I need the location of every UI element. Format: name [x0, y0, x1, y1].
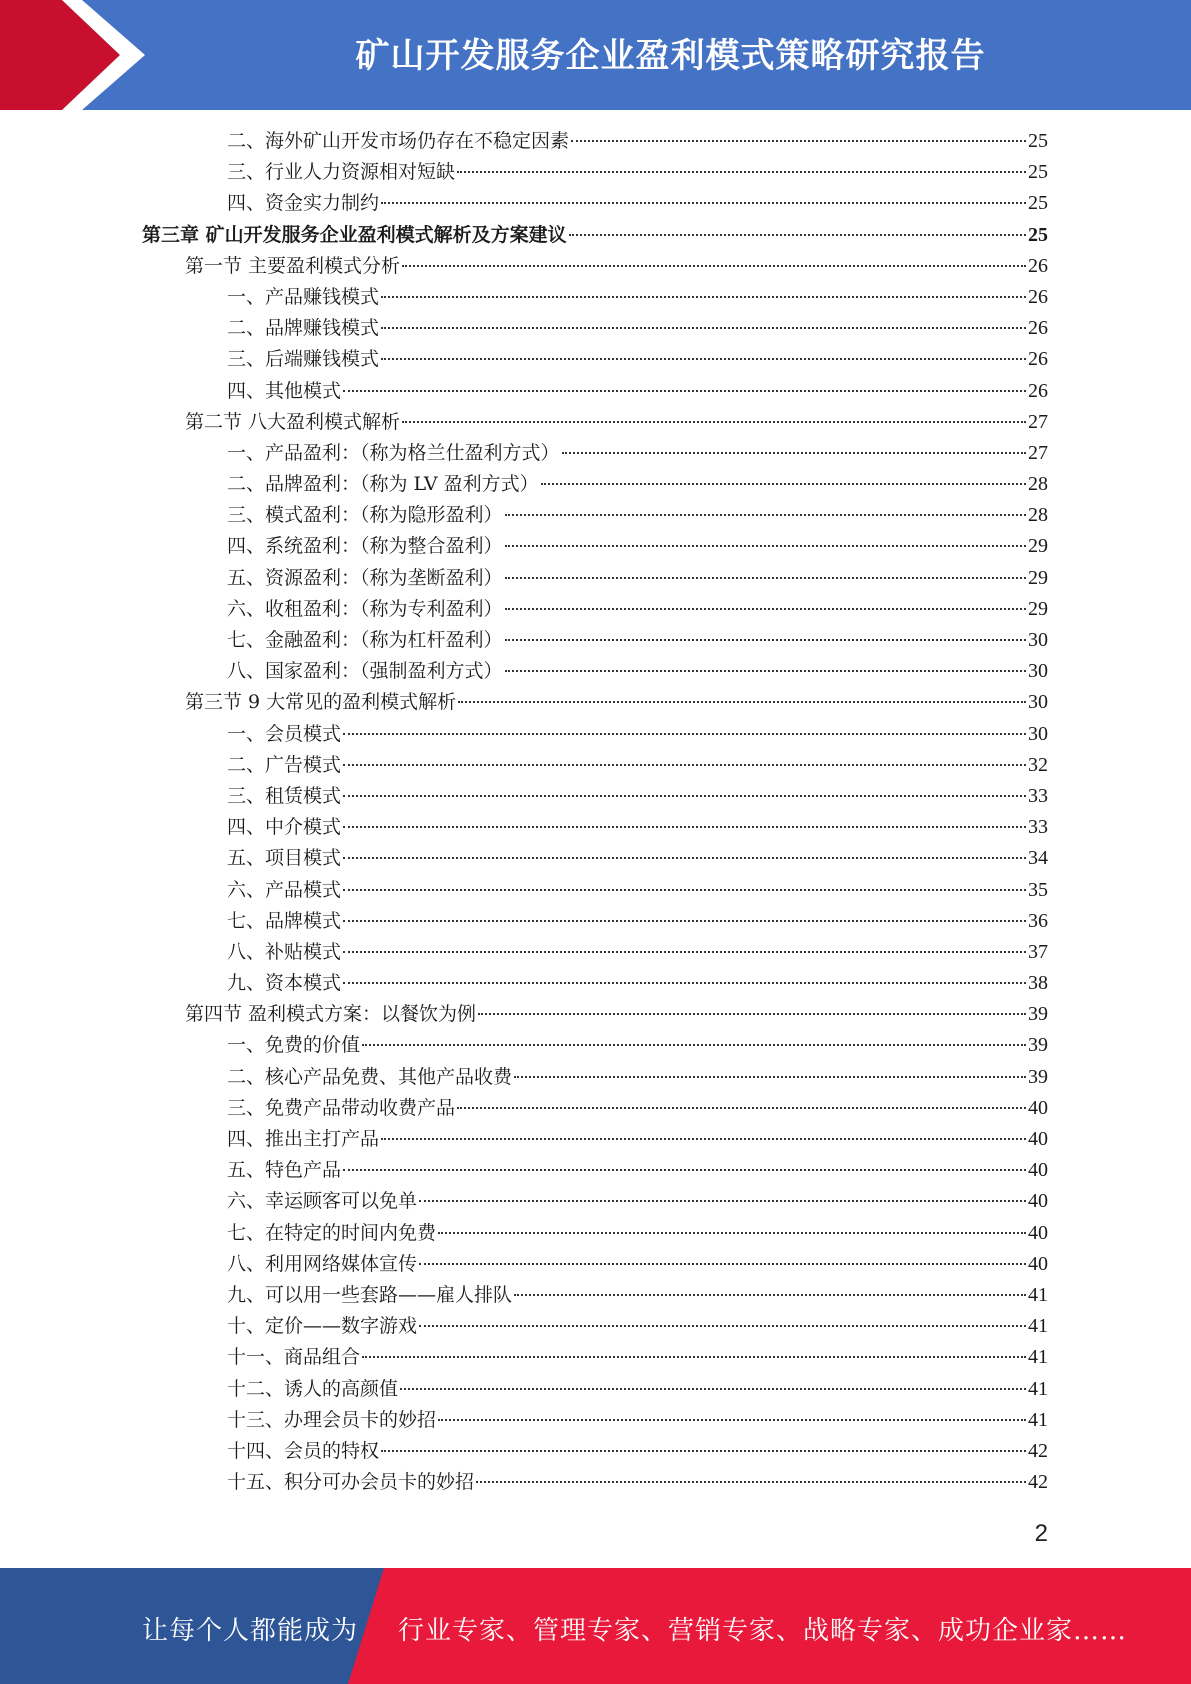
report-title: 矿山开发服务企业盈利模式策略研究报告: [355, 36, 986, 76]
toc-entry-title: 十一、商品组合: [227, 1346, 361, 1369]
toc-dot-leader: [381, 358, 1026, 360]
toc-entry-page: 40: [1028, 1128, 1048, 1150]
footer-slogan-right: 行业专家、管理专家、营销专家、战略专家、成功企业家……: [398, 1616, 1128, 1646]
toc-dot-leader: [362, 1044, 1026, 1046]
toc-entry-title: 九、资本模式: [227, 972, 342, 995]
toc-dot-leader: [505, 577, 1026, 579]
toc-entry-page: 39: [1028, 1003, 1048, 1026]
page-number: 2: [1034, 1520, 1048, 1547]
toc-entry-title: 二、广告模式: [227, 753, 342, 776]
toc-entry[interactable]: [142, 719, 1048, 750]
toc-entry[interactable]: [142, 376, 1048, 407]
toc-entry[interactable]: [142, 1249, 1048, 1280]
chevron-logo-icon: [0, 0, 150, 110]
toc-entry[interactable]: [142, 937, 1048, 968]
toc-entry-title: 六、产品模式: [227, 878, 342, 901]
toc-entry-page: 40: [1028, 1159, 1048, 1182]
toc-entry-page: 25: [1028, 161, 1048, 184]
page-header: [0, 0, 1191, 110]
toc-entry[interactable]: [142, 251, 1048, 282]
toc-entry[interactable]: [142, 875, 1048, 906]
toc-dot-leader: [343, 826, 1026, 828]
toc-entry-title: 八、补贴模式: [227, 940, 342, 963]
toc-entry[interactable]: [142, 687, 1048, 718]
toc-entry[interactable]: [142, 1062, 1048, 1093]
toc-entry-title: 四、推出主打产品: [227, 1128, 380, 1150]
toc-entry-title: 四、系统盈利：（称为整合盈利）: [227, 535, 503, 558]
toc-entry-title: 三、免费产品带动收费产品: [227, 1096, 456, 1119]
toc-entry-page: 26: [1028, 379, 1048, 402]
toc-entry-title: 第三节 9 大常见的盈利模式解析: [185, 691, 457, 714]
toc-entry-title: 五、项目模式: [227, 847, 342, 870]
toc-entry-page: 26: [1028, 254, 1048, 277]
toc-entry-page: 42: [1028, 1471, 1048, 1494]
toc-dot-leader: [402, 421, 1026, 423]
toc-entry-page: 30: [1028, 722, 1048, 745]
toc-entry-title: 七、品牌模式: [227, 909, 342, 932]
toc-dot-leader: [541, 483, 1026, 485]
toc-entry-title: 十四、会员的特权: [227, 1439, 380, 1462]
toc-entry-title: 第四节 盈利模式方案：以餐饮为例: [185, 1003, 477, 1026]
toc-entry[interactable]: [142, 625, 1048, 656]
toc-entry[interactable]: [142, 157, 1048, 188]
toc-dot-leader: [381, 327, 1026, 329]
toc-dot-leader: [362, 1356, 1026, 1358]
toc-dot-leader: [402, 265, 1026, 267]
toc-entry[interactable]: [142, 999, 1048, 1030]
toc-entry[interactable]: [142, 1030, 1048, 1061]
toc-entry-title: 五、特色产品: [227, 1159, 342, 1182]
toc-entry[interactable]: [142, 968, 1048, 999]
toc-entry[interactable]: [142, 500, 1048, 531]
toc-entry-page: 40: [1028, 1190, 1048, 1213]
toc-dot-leader: [343, 857, 1026, 859]
toc-entry[interactable]: [142, 438, 1048, 469]
toc-entry-title: 一、免费的价值: [227, 1034, 361, 1057]
toc-dot-leader: [438, 1419, 1026, 1421]
toc-dot-leader: [343, 982, 1026, 984]
toc-entry-page: 32: [1028, 753, 1048, 776]
toc-dot-leader: [343, 390, 1026, 392]
toc-entry[interactable]: [142, 1405, 1048, 1436]
toc-entry-page: 39: [1028, 1034, 1048, 1057]
toc-entry[interactable]: [142, 1374, 1048, 1405]
toc-entry-page: 25: [1028, 192, 1048, 215]
toc-entry-page: 33: [1028, 816, 1048, 839]
toc-dot-leader: [343, 920, 1026, 922]
toc-entry-title: 一、会员模式: [227, 722, 342, 745]
toc-entry-title: 四、中介模式: [227, 816, 342, 839]
toc-dot-leader: [457, 171, 1026, 173]
toc-entry-title: 六、幸运顾客可以免单: [227, 1190, 418, 1213]
toc-dot-leader: [478, 1013, 1026, 1015]
toc-dot-leader: [343, 764, 1026, 766]
toc-entry-page: 40: [1028, 1252, 1048, 1275]
toc-dot-leader: [438, 1232, 1026, 1234]
toc-dot-leader: [562, 452, 1026, 454]
toc-dot-leader: [381, 202, 1026, 204]
toc-entry-title: 二、品牌赚钱模式: [227, 317, 380, 340]
toc-entry[interactable]: [142, 1093, 1048, 1124]
toc-entry-page: 27: [1028, 410, 1048, 433]
toc-entry[interactable]: [142, 344, 1048, 375]
toc-entry-page: 26: [1028, 348, 1048, 371]
toc-entry-page: 41: [1028, 1346, 1048, 1369]
toc-dot-leader: [381, 1138, 1026, 1140]
toc-entry-page: 33: [1028, 784, 1048, 807]
toc-dot-leader: [505, 639, 1026, 641]
toc-entry[interactable]: [142, 1280, 1048, 1311]
toc-entry-page: 39: [1028, 1065, 1048, 1088]
toc-entry-page: 35: [1028, 878, 1048, 901]
toc-entry[interactable]: [142, 1155, 1048, 1186]
toc-entry-page: 29: [1028, 535, 1048, 558]
toc-dot-leader: [505, 670, 1026, 672]
toc-dot-leader: [419, 1200, 1026, 1202]
toc-dot-leader: [505, 545, 1026, 547]
toc-entry-page: 29: [1028, 566, 1048, 589]
toc-dot-leader: [343, 795, 1026, 797]
toc-entry[interactable]: [142, 1436, 1048, 1467]
table-of-contents: [142, 126, 1048, 1498]
toc-entry-title: 三、行业人力资源相对短缺: [227, 161, 456, 184]
toc-entry[interactable]: [142, 594, 1048, 625]
toc-entry[interactable]: [142, 1342, 1048, 1373]
toc-entry-page: 25: [1028, 130, 1048, 152]
toc-entry[interactable]: [142, 1124, 1048, 1155]
toc-dot-leader: [381, 1450, 1026, 1452]
toc-entry-title: 十三、办理会员卡的妙招: [227, 1408, 437, 1431]
toc-entry[interactable]: [142, 1467, 1048, 1498]
toc-entry-page: 36: [1028, 909, 1048, 932]
toc-dot-leader: [381, 296, 1026, 298]
toc-entry[interactable]: [142, 843, 1048, 874]
toc-entry[interactable]: [142, 812, 1048, 843]
toc-entry[interactable]: [142, 469, 1048, 500]
toc-entry-page: 34: [1028, 847, 1048, 870]
toc-dot-leader: [419, 1263, 1026, 1265]
toc-entry-title: 七、金融盈利：（称为杠杆盈利）: [227, 629, 503, 651]
toc-entry-title: 七、在特定的时间内免费: [227, 1221, 437, 1244]
toc-entry-title: 五、资源盈利：（称为垄断盈利）: [227, 566, 503, 589]
toc-entry-page: 29: [1028, 597, 1048, 620]
toc-entry-title: 第一节 主要盈利模式分析: [185, 254, 401, 277]
toc-entry[interactable]: [142, 781, 1048, 812]
toc-entry-page: 30: [1028, 660, 1048, 683]
toc-entry-page: 28: [1028, 473, 1048, 496]
toc-dot-leader: [343, 889, 1026, 891]
page-footer: [0, 1568, 1191, 1684]
toc-entry[interactable]: [142, 220, 1048, 251]
toc-entry-page: 42: [1028, 1439, 1048, 1462]
toc-dot-leader: [476, 1481, 1026, 1483]
toc-entry-title: 一、产品盈利：（称为格兰仕盈利方式）: [227, 441, 560, 464]
toc-dot-leader: [571, 140, 1026, 142]
footer-slogan-left: 让每个人都能成为: [142, 1616, 359, 1646]
toc-dot-leader: [419, 1325, 1026, 1327]
toc-dot-leader: [400, 1388, 1026, 1390]
toc-dot-leader: [505, 514, 1026, 516]
toc-dot-leader: [343, 733, 1026, 735]
toc-entry[interactable]: [142, 126, 1048, 157]
toc-entry-title: 二、品牌盈利：（称为 LV 盈利方式）: [227, 473, 539, 496]
toc-entry-title: 三、租赁模式: [227, 784, 342, 807]
toc-entry-page: 40: [1028, 1221, 1048, 1244]
toc-entry[interactable]: [142, 313, 1048, 344]
toc-dot-leader: [514, 1294, 1026, 1296]
toc-dot-leader: [343, 951, 1026, 953]
toc-entry-page: 28: [1028, 504, 1048, 527]
toc-entry-page: 26: [1028, 285, 1048, 308]
toc-entry-page: 41: [1028, 1408, 1048, 1431]
toc-entry[interactable]: [142, 188, 1048, 219]
toc-entry[interactable]: [142, 407, 1048, 438]
toc-dot-leader: [505, 608, 1026, 610]
toc-entry[interactable]: [142, 750, 1048, 781]
toc-dot-leader: [343, 1169, 1026, 1171]
toc-entry-page: 25: [1028, 223, 1048, 246]
toc-dot-leader: [569, 234, 1026, 236]
toc-dot-leader: [458, 701, 1026, 703]
toc-entry-page: 40: [1028, 1096, 1048, 1119]
toc-entry[interactable]: [142, 531, 1048, 562]
toc-entry-page: 38: [1028, 972, 1048, 995]
toc-entry-title: 六、收租盈利：（称为专利盈利）: [227, 597, 503, 620]
toc-entry-page: 41: [1028, 1315, 1048, 1338]
toc-entry-title: 四、其他模式: [227, 379, 342, 402]
toc-entry[interactable]: [142, 1311, 1048, 1342]
toc-entry-page: 26: [1028, 317, 1048, 340]
toc-entry-title: 九、可以用一些套路——雇人排队: [227, 1283, 513, 1306]
toc-entry-title: 十、定价——数字游戏: [227, 1315, 418, 1338]
toc-entry-page: 30: [1028, 691, 1048, 714]
toc-entry-title: 三、后端赚钱模式: [227, 348, 380, 371]
toc-entry[interactable]: [142, 563, 1048, 594]
toc-entry-title: 第三章 矿山开发服务企业盈利模式解析及方案建议: [142, 223, 567, 246]
toc-entry-title: 二、海外矿山开发市场仍存在不稳定因素: [227, 130, 570, 152]
toc-entry-title: 十二、诱人的高颜值: [227, 1377, 399, 1400]
toc-dot-leader: [514, 1076, 1026, 1078]
toc-entry-page: 37: [1028, 940, 1048, 963]
toc-entry-title: 四、资金实力制约: [227, 192, 380, 215]
toc-entry-page: 30: [1028, 629, 1048, 651]
toc-entry[interactable]: [142, 1186, 1048, 1217]
toc-entry-title: 八、国家盈利：（强制盈利方式）: [227, 660, 503, 683]
toc-entry-page: 41: [1028, 1377, 1048, 1400]
toc-entry-title: 三、模式盈利：（称为隐形盈利）: [227, 504, 503, 527]
toc-entry-page: 27: [1028, 441, 1048, 464]
toc-entry-title: 八、利用网络媒体宣传: [227, 1252, 418, 1275]
toc-entry[interactable]: [142, 1218, 1048, 1249]
toc-entry-title: 二、核心产品免费、其他产品收费: [227, 1065, 513, 1088]
toc-entry[interactable]: [142, 906, 1048, 937]
toc-entry-title: 一、产品赚钱模式: [227, 285, 380, 308]
toc-entry[interactable]: [142, 656, 1048, 687]
toc-entry-page: 41: [1028, 1283, 1048, 1306]
toc-dot-leader: [457, 1107, 1026, 1109]
toc-entry[interactable]: [142, 282, 1048, 313]
toc-entry-title: 第二节 八大盈利模式解析: [185, 410, 401, 433]
toc-entry-title: 十五、积分可办会员卡的妙招: [227, 1471, 475, 1494]
